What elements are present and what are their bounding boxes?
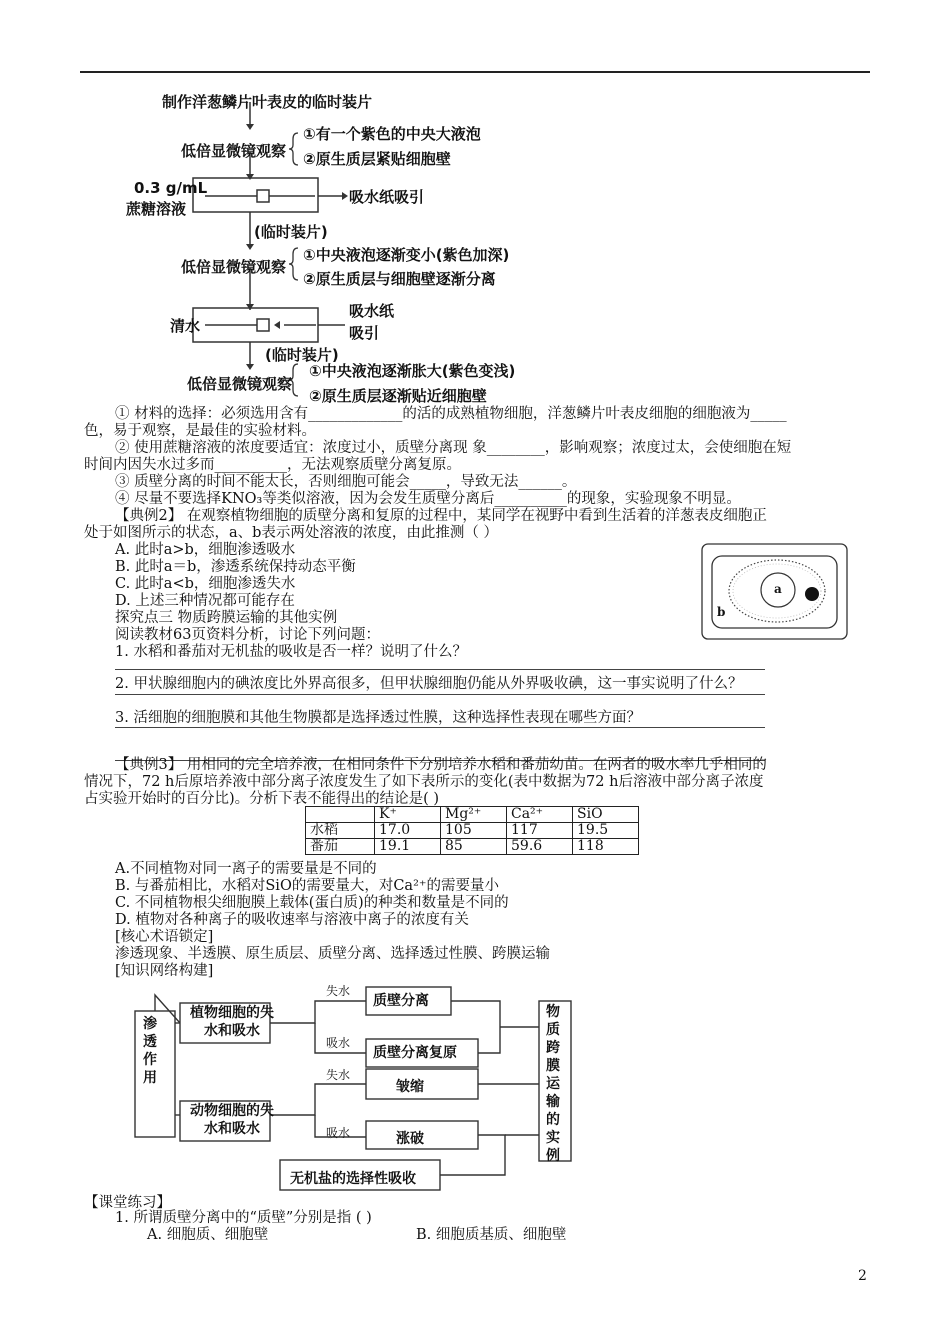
network-root-osmosis: 渗透作用 (143, 1016, 157, 1086)
flow-sucrose-label: 蔗糖溶液 (126, 200, 187, 218)
network-title: [知识网络构建] (115, 963, 214, 979)
cell-label-a: a (774, 582, 782, 596)
note-2a: ② 使用蔗糖溶液的浓度要适宜：浓度过小，质壁分离现 象________，影响观察；浓度过太，会使细胞在短 (115, 440, 792, 456)
note-3: ③ 质壁分离的时间不能太长，否则细胞可能会_____，导致无法______。 (115, 474, 577, 490)
table-cell: 水稻 (306, 823, 375, 839)
header-rule (80, 71, 870, 73)
network-burst: 涨破 (396, 1131, 424, 1147)
table-header-cell: Ca²⁺ (507, 807, 573, 823)
table-header-cell: K⁺ (375, 807, 441, 823)
example2-option-d: D. 上述三种情况都可能存在 (115, 593, 295, 609)
table-row (306, 839, 639, 855)
table-cell: 番茄 (306, 839, 375, 855)
table-cell: 19.1 (375, 839, 441, 855)
table-row (306, 823, 639, 839)
cell-label-b: b (717, 605, 726, 619)
network-absorb-water-2: 吸水 (326, 1126, 351, 1140)
ion-concentration-table (305, 806, 639, 855)
table-cell: 105 (441, 823, 507, 839)
example3-option-c: C. 不同植物根尖细胞膜上载体(蛋白质)的种类和数量是不同的 (115, 895, 509, 911)
flow-obs2-item1: ①中央液泡逐渐变小(紫色加深) (303, 246, 510, 264)
flow-absorb-paper-2a: 吸水纸 (349, 302, 395, 320)
note-1a: ① 材料的选择：必须选用含有_____________的活的成熟植物细胞，洋葱鳞片叶表皮细胞的细胞液为_____ (115, 406, 787, 422)
section3-title: 探究点三 物质跨膜运输的其他实例 (115, 610, 338, 626)
table-cell: 118 (573, 839, 639, 855)
flow-obs1-item1: ①有一个紫色的中央大液泡 (303, 125, 481, 143)
flow-obs1-label: 低倍显微镜观察 (181, 142, 287, 160)
network-plant-cell: 植物细胞的失水和吸水 (190, 1005, 274, 1039)
flow-obs3-label: 低倍显微镜观察 (187, 375, 293, 393)
example3-stem-2: 情况下，72 h后原培养液中部分离子浓度发生了如下表所示的变化(表中数据为72 h后溶液中部分离子浓度 (84, 774, 764, 790)
flow-temp-slide-1: (临时装片) (254, 223, 328, 241)
practice-question-1: 1. 所谓质壁分离中的“质壁”分别是指 ( ) (115, 1210, 372, 1226)
example3-option-b: B. 与番茄相比，水稻对SiO的需要量大，对Ca²⁺的需要量小 (115, 878, 500, 894)
network-transport-example: 物质跨膜运输的实例 (546, 1004, 560, 1164)
table-header-cell (306, 807, 375, 823)
table-cell: 19.5 (573, 823, 639, 839)
table-cell: 17.0 (375, 823, 441, 839)
table-header-cell: SiO (573, 807, 639, 823)
page-number: 2 (858, 1268, 867, 1284)
example3-option-a: A.不同植物对同一离子的需要量是不同的 (115, 861, 377, 877)
network-animal-cell: 动物细胞的失水和吸水 (190, 1103, 274, 1137)
flow-obs2-item2: ②原生质层与细胞壁逐渐分离 (303, 270, 496, 288)
table-header-cell: Mg²⁺ (441, 807, 507, 823)
example2-option-a: A. 此时a>b，细胞渗透吸水 (115, 542, 296, 558)
section3-question-2: 2. 甲状腺细胞内的碘浓度比外界高很多，但甲状腺细胞仍能从外界吸收碘，这一事实说明了什么？ (115, 676, 743, 692)
network-deplasmolysis: 质壁分离复原 (373, 1045, 457, 1061)
flow-sucrose-conc: 0.3 g/mL (134, 179, 208, 197)
core-terms-list: 渗透现象、半透膜、原生质层、质壁分离、选择透过性膜、跨膜运输 (115, 946, 550, 962)
note-4: ④ 尽量不要选择KNO₃等类似溶液，因为会发生质壁分离后__________的现象，实验现象不明显。 (115, 491, 741, 507)
flow-obs1-item2: ②原生质层紧贴细胞壁 (303, 150, 451, 168)
network-inorganic-salt: 无机盐的选择性吸收 (290, 1171, 416, 1187)
note-2b: 时间内因失水过多而__________，无法观察质壁分离复原。 (84, 457, 461, 473)
flow-step-make-slide: 制作洋葱鳞片叶表皮的临时装片 (162, 93, 373, 111)
section3-intro: 阅读教材63页资料分析，讨论下列问题： (115, 627, 380, 643)
flow-absorb-paper-1: 吸水纸吸引 (349, 188, 425, 206)
network-plasmolysis: 质壁分离 (373, 993, 429, 1009)
practice-option-b: B. 细胞质基质、细胞壁 (416, 1227, 567, 1243)
answer-line-3 (115, 727, 765, 728)
flow-obs3-item1: ①中央液泡逐渐胀大(紫色变浅) (309, 362, 516, 380)
example2-stem-2: 处于如图所示的状态，a、b表示两处溶液的浓度，由此推测（ ） (84, 525, 499, 541)
network-lose-water-1: 失水 (326, 984, 351, 998)
example3-stem-3: 占实验开始时的百分比)。分析下表不能得出的结论是( ) (84, 791, 440, 807)
table-cell: 85 (441, 839, 507, 855)
table-cell: 117 (507, 823, 573, 839)
network-lose-water-2: 失水 (326, 1068, 351, 1082)
section3-question-1: 1. 水稻和番茄对无机盐的吸收是否一样？说明了什么？ (115, 644, 467, 660)
example2-stem-1: 【典例2】 在观察植物细胞的质壁分离和复原的过程中，某同学在视野中看到生活着的洋葱表皮细胞正 (115, 508, 767, 524)
network-absorb-water-1: 吸水 (326, 1036, 351, 1050)
table-cell: 59.6 (507, 839, 573, 855)
example3-stem-1: 【典例3】 用相同的完全培养液，在相同条件下分别培养水稻和番茄幼苗。在两者的吸水率几乎相同的 (115, 757, 767, 773)
example2-option-c: C. 此时a<b，细胞渗透失水 (115, 576, 296, 592)
flow-absorb-paper-2b: 吸引 (349, 324, 380, 342)
answer-line-1 (115, 669, 765, 670)
core-terms-title: [核心术语锁定] (115, 929, 214, 945)
answer-line-2 (115, 694, 765, 695)
example2-option-b: B. 此时a＝b，渗透系统保持动态平衡 (115, 559, 356, 575)
flow-obs3-item2: ②原生质层逐渐贴近细胞壁 (309, 387, 487, 405)
network-shrink: 皱缩 (396, 1079, 424, 1095)
flow-water-label: 清水 (170, 317, 201, 335)
table-header-row (306, 807, 639, 823)
flow-temp-slide-2: (临时装片) (265, 346, 339, 364)
flow-obs2-label: 低倍显微镜观察 (181, 258, 287, 276)
section3-question-3: 3. 活细胞的细胞膜和其他生物膜都是选择透过性膜，这种选择性表现在哪些方面？ (115, 710, 641, 726)
example3-option-d: D. 植物对各种离子的吸收速率与溶液中离子的浓度有关 (115, 912, 469, 928)
practice-option-a: A. 细胞质、细胞壁 (147, 1227, 269, 1243)
practice-title: 【课堂练习】 (84, 1195, 171, 1211)
note-1b: 色，易于观察，是最佳的实验材料。 (84, 423, 316, 439)
